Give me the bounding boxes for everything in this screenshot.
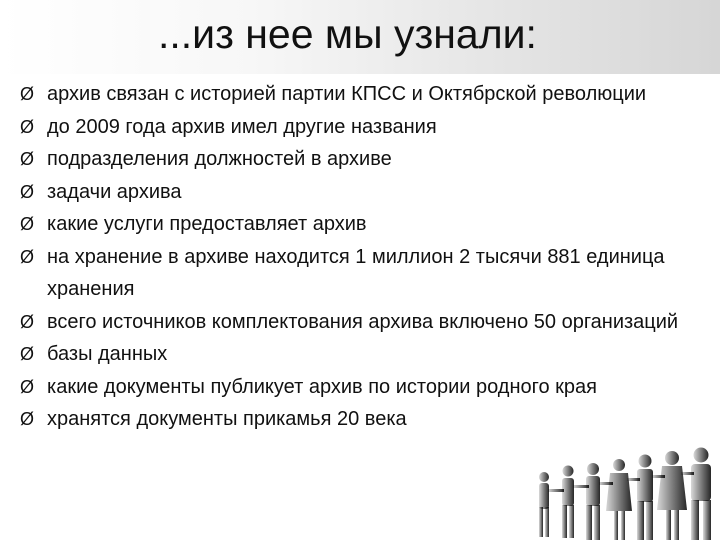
bullet-text: базы данных xyxy=(47,343,168,365)
arrow-bullet-icon: Ø xyxy=(20,181,35,202)
bullet-text: задачи архива xyxy=(47,180,182,203)
person-figure xyxy=(691,448,711,540)
person-figure xyxy=(637,455,653,540)
bullet-text: всего источников комплектования архива включено 50 организаций xyxy=(47,310,679,333)
list-item xyxy=(0,208,720,241)
bullet-text: на хранение в архиве находится 1 миллион 2 тысячи 881 единица хранения xyxy=(47,245,665,300)
person-figure xyxy=(586,463,600,540)
list-item xyxy=(0,78,720,111)
slide-title: ...из нее мы узнали: xyxy=(158,11,537,57)
arrow-bullet-icon: Ø xyxy=(20,149,35,169)
arrow-bullet-icon: Ø xyxy=(20,376,35,397)
bullet-text: какие услуги предоставляет архив xyxy=(47,213,367,235)
arrow-bullet-icon: Ø xyxy=(20,246,35,267)
list-item xyxy=(0,338,720,371)
bullet-text: до 2009 года архив имел другие названия xyxy=(47,115,437,138)
arrow-bullet-icon: Ø xyxy=(20,116,35,137)
person-figure xyxy=(606,459,632,540)
list-item xyxy=(0,176,720,209)
arrow-bullet-icon: Ø xyxy=(20,84,35,104)
list-item xyxy=(0,403,720,436)
bullet-text: хранятся документы прикамья 20 века xyxy=(47,408,407,430)
person-figure xyxy=(562,466,574,539)
list-item xyxy=(0,241,720,306)
list-item xyxy=(0,306,720,339)
bullet-text: какие документы публикует архив по истории родного края xyxy=(47,375,597,398)
people-silhouette-image xyxy=(530,425,720,540)
arrow-bullet-icon: Ø xyxy=(20,214,35,234)
arrow-bullet-icon: Ø xyxy=(20,344,35,364)
list-item xyxy=(0,371,720,404)
arrow-bullet-icon: Ø xyxy=(20,311,35,332)
bullet-list xyxy=(0,78,720,436)
person-figure xyxy=(539,472,549,537)
person-figure xyxy=(657,451,687,540)
bullet-text: архив связан с историей партии КПСС и Октябрской революции xyxy=(47,83,647,105)
bullet-text: подразделения должностей в архиве xyxy=(47,148,392,170)
list-item xyxy=(0,143,720,176)
arrow-bullet-icon: Ø xyxy=(20,409,35,429)
list-item xyxy=(0,111,720,144)
